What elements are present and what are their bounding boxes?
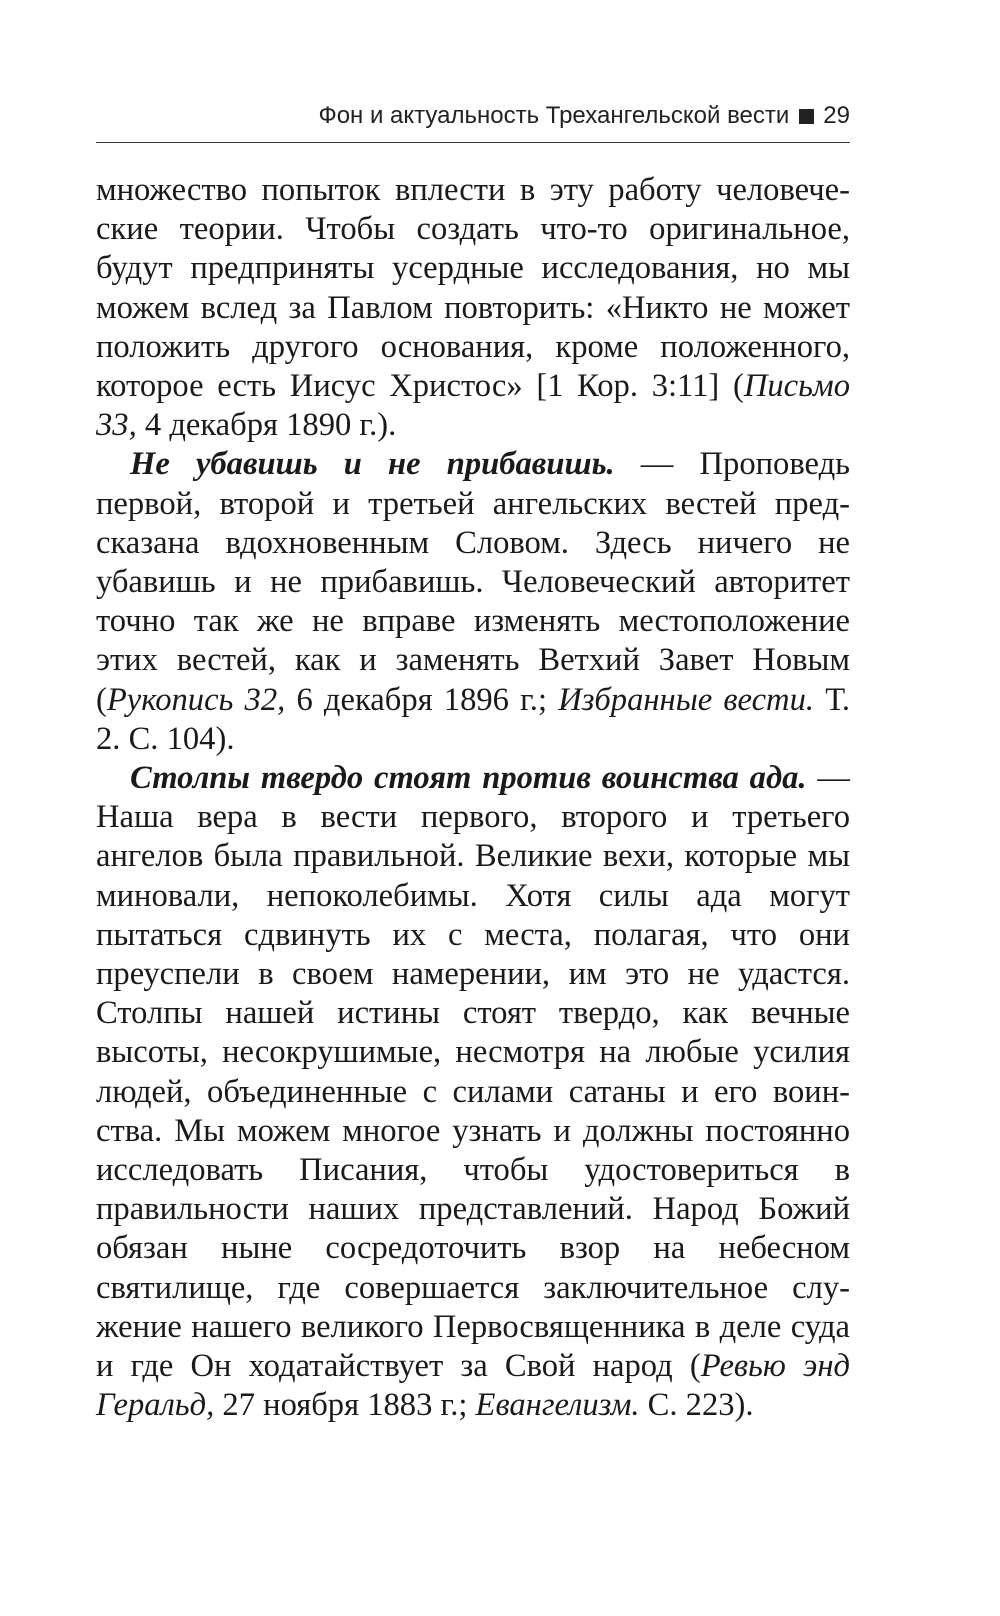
section-lead-heading: Столпы твердо стоят против воинства ада. [130,760,807,797]
paragraph-2 [96,445,850,759]
paragraph-text: 4 декабря 1890 г.). [136,407,397,444]
paragraph-3 [96,759,850,1425]
book-page [96,100,850,1426]
source-citation: Ревью энд Геральд, [96,1348,850,1424]
black-square-icon [799,109,814,124]
paragraph-text: С. 223). [639,1387,754,1424]
source-citation: Письмо 33, [96,368,850,444]
paragraph-1 [96,171,850,445]
section-lead-heading: Не убавишь и не прибавишь. [130,446,615,483]
paragraph-text: 27 ноября 1883 г.; [214,1387,476,1424]
paragraph-text: — Проповедь первой, второй и третьей ангельских вестей предсказана вдохновенным Словом. Здесь ничего не убавишь и не прибавишь. Человеческий авторитет точно так же не вправе изменять местоположение этих вестей, как и заменять Ветхий Завет Новым ( [96,446,850,718]
page-number: 29 [823,102,850,129]
source-citation: Избранные вести. [558,681,815,718]
source-citation: Евангелизм. [475,1387,640,1424]
paragraph-text: — Наша вера в вести первого, второго и третьего ангелов была правильной. Великие вехи, которые мы миновали, непоколебимы. Хотя силы ада могут пытаться сдвинуть их с места, полагая, что они преуспели в своем намерении, им это не удастся. Столпы нашей истины стоят твердо, как вечные высоты, несокрушимые, несмотря на любые усилия людей, объединенные с силами сатаны и его воинства. Мы можем многое узнать и должны постоянно исследовать Писания, чтобы удостовериться в правильности наших представлений. Народ Божий обязан ныне сосредоточить взор на небесном святилище, где совершается заключительное служение нашего великого Первосвященника в деле суда и где Он ходатайствует за Свой народ ( [96,760,850,1385]
paragraph-text: множество попыток вплести в эту работу человеческие теории. Чтобы создать что-то оригинальное, будут предприняты усердные исследования, но мы можем вслед за Павлом повторить: «Никто не может положить другого основания, кроме положенного, которое есть Иисус Христос» [1 Кор. 3:11] ( [96,172,850,405]
paragraph-text: Т. 2. С. 104). [96,681,850,757]
running-title: Фон и актуальность Трехангельской вести [318,102,790,129]
paragraph-text: 6 декабря 1896 г.; [285,681,559,718]
running-header [96,100,850,143]
body-text [96,171,850,1426]
source-citation: Рукопись 32, [106,681,286,718]
